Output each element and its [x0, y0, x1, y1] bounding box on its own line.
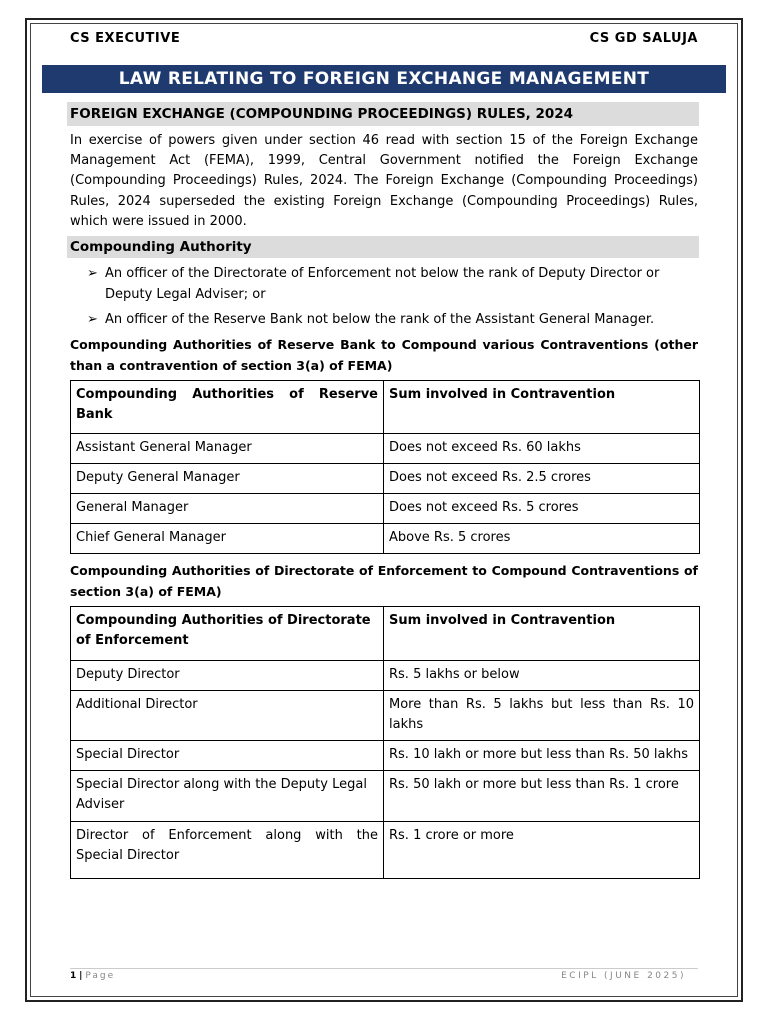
table-cell: Special Director	[71, 741, 384, 771]
list-item-text: An officer of the Reserve Bank not below the rank of the Assistant General Manager.	[105, 312, 655, 327]
table2-caption: Compounding Authorities of Directorate of Enforcement to Compound Contraventions of section 3(a) of FEMA)	[70, 563, 698, 599]
table-cell: Does not exceed Rs. 2.5 crores	[384, 464, 700, 494]
table-row	[71, 661, 700, 691]
table-cell: Does not exceed Rs. 60 lakhs	[384, 434, 700, 464]
directorate-authorities-table	[70, 606, 700, 879]
table-header-cell: Compounding Authorities of Directorate of Enforcement	[71, 607, 384, 661]
table-cell: Special Director along with the Deputy Legal Adviser	[71, 771, 384, 822]
table-row	[71, 741, 700, 771]
table-header-row	[71, 607, 700, 661]
section-heading-compounding-authority: Compounding Authority	[67, 236, 699, 258]
table-row	[71, 494, 700, 524]
table-cell: Does not exceed Rs. 5 crores	[384, 494, 700, 524]
table-row	[71, 434, 700, 464]
intro-paragraph: In exercise of powers given under section 46 read with section 15 of the Foreign Exchange Management Act (FEMA), 1999, Central Government notified the Foreign Exchange (Compounding Proceedings) Rules, 2024. The Foreign Exchange (Compounding Proceedings) Rules, 2024 superseded the existing Foreign Exchange (Compounding Proceedings) Rules, which were issued in 2000.	[70, 133, 698, 229]
table-cell: Assistant General Manager	[71, 434, 384, 464]
table-header-cell: Sum involved in Contravention	[384, 381, 700, 434]
list-item	[87, 264, 699, 305]
footer-page-label	[70, 971, 115, 981]
table-header-row	[71, 381, 700, 434]
table-cell: Above Rs. 5 crores	[384, 524, 700, 554]
table-cell: More than Rs. 5 lakhs but less than Rs. 10 lakhs	[384, 691, 700, 741]
table-cell: Rs. 1 crore or more	[384, 822, 700, 879]
list-item-text: An officer of the Directorate of Enforcement not below the rank of Deputy Director or Deputy Legal Adviser; or	[105, 266, 660, 302]
table-header-cell: Sum involved in Contravention	[384, 607, 700, 661]
footer-edition: ECIPL (JUNE 2025)	[561, 971, 686, 981]
table-header-cell: Compounding Authorities of Reserve Bank	[71, 381, 384, 434]
table-row	[71, 771, 700, 822]
table-cell: Rs. 10 lakh or more but less than Rs. 50 lakhs	[384, 741, 700, 771]
page-word: Page	[85, 971, 116, 981]
reserve-bank-authorities-table	[70, 380, 700, 554]
header-right: CS GD SALUJA	[589, 31, 698, 46]
page-number: 1	[70, 971, 77, 981]
list-item	[87, 310, 699, 331]
table-cell: Chief General Manager	[71, 524, 384, 554]
table-row	[71, 822, 700, 879]
table-cell: Additional Director	[71, 691, 384, 741]
table-cell: Rs. 50 lakh or more but less than Rs. 1 crore	[384, 771, 700, 822]
table-cell: Rs. 5 lakhs or below	[384, 661, 700, 691]
chapter-title: LAW RELATING TO FOREIGN EXCHANGE MANAGEMENT	[42, 65, 726, 93]
table-cell: Deputy General Manager	[71, 464, 384, 494]
footer-divider	[70, 968, 698, 969]
table-row	[71, 691, 700, 741]
table-cell: Deputy Director	[71, 661, 384, 691]
arrow-bullet-icon: ➢	[87, 312, 98, 327]
section-heading-rules: FOREIGN EXCHANGE (COMPOUNDING PROCEEDINGS) RULES, 2024	[67, 102, 699, 126]
table1-caption: Compounding Authorities of Reserve Bank to Compound various Contraventions (other than a contravention of section 3(a) of FEMA)	[70, 337, 698, 373]
arrow-bullet-icon: ➢	[87, 266, 98, 281]
table-row	[71, 524, 700, 554]
header-left: CS EXECUTIVE	[70, 31, 181, 46]
table-cell: Director of Enforcement along with the Special Director	[71, 822, 384, 879]
table-row	[71, 464, 700, 494]
table-cell: General Manager	[71, 494, 384, 524]
page-separator: |	[79, 971, 83, 981]
